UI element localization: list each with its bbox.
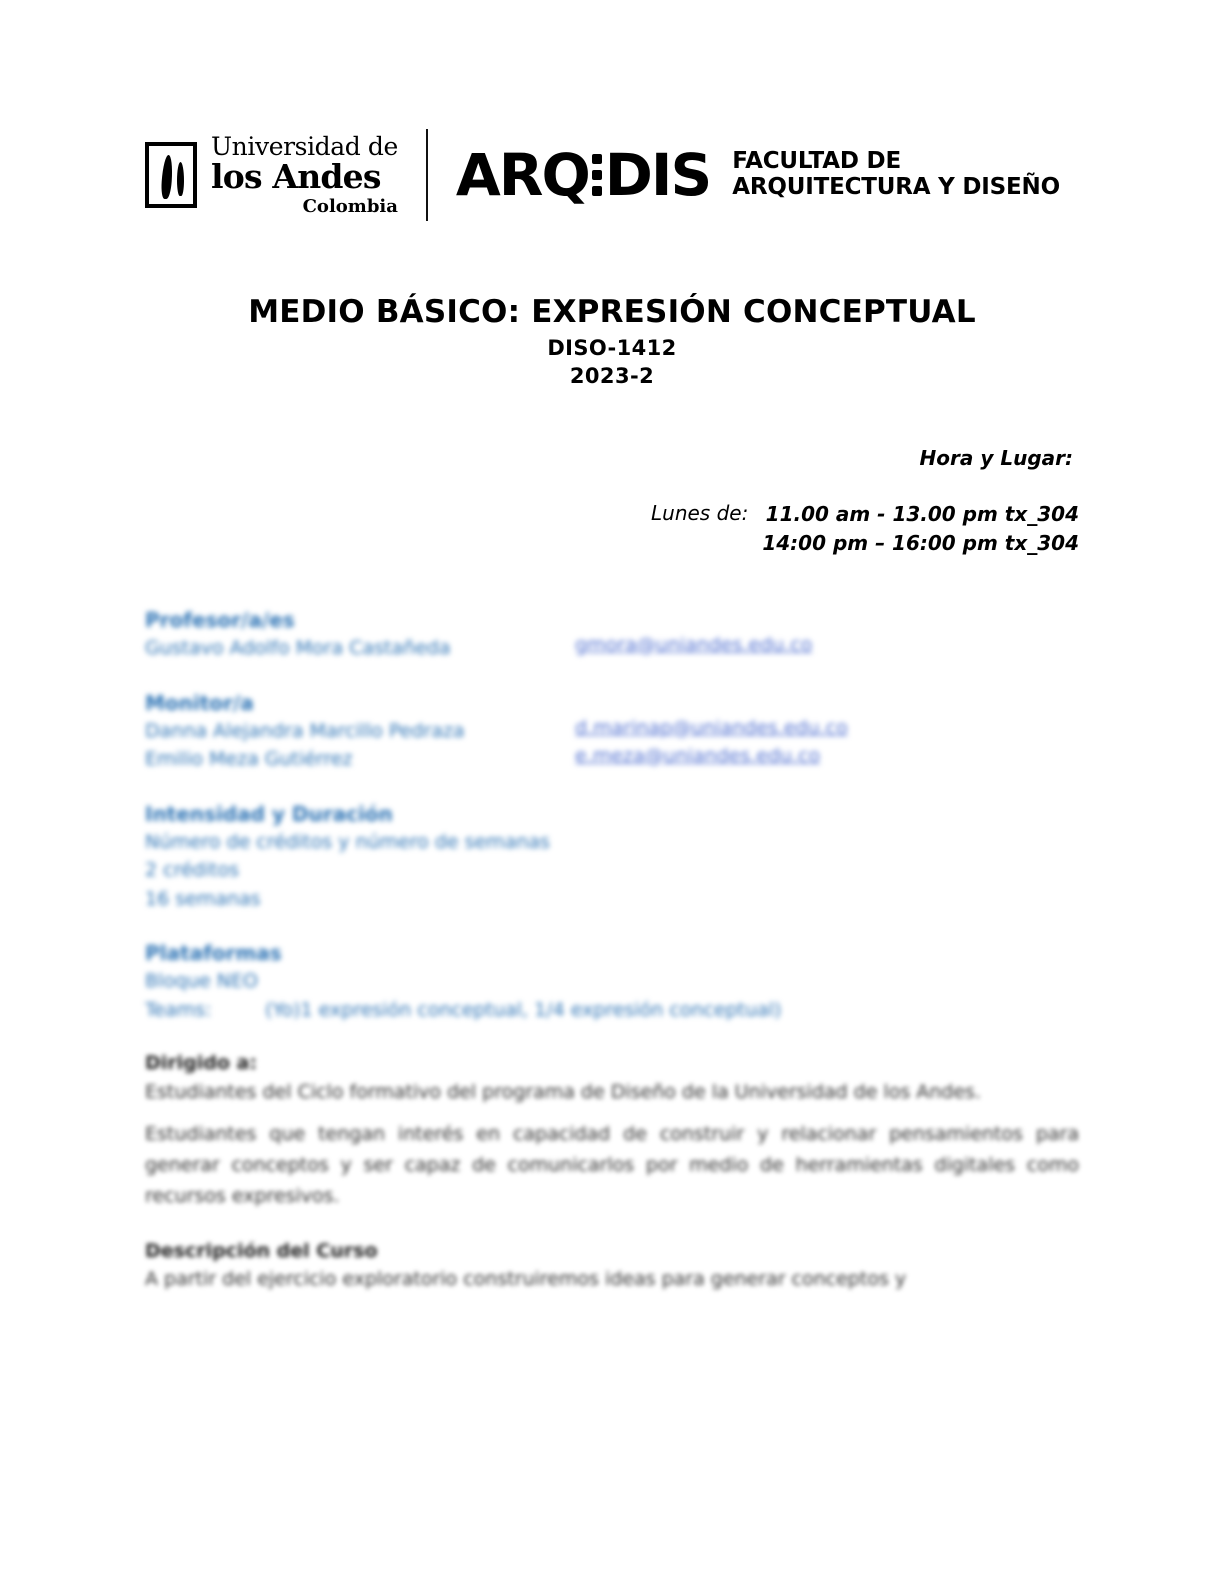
monitor-email-1[interactable]: d.marinap@uniandes.edu.co xyxy=(575,716,848,739)
schedule-times xyxy=(762,500,1079,558)
uniandes-logo xyxy=(145,131,398,217)
uniandes-line1: Universidad de xyxy=(211,131,398,161)
faculty-name xyxy=(732,149,1060,201)
arqdis-dots-icon xyxy=(592,152,602,198)
schedule-rows xyxy=(145,500,1079,558)
schedule-day-label: Lunes de: xyxy=(651,501,749,525)
faculty-line2: ARQUITECTURA Y DISEÑO xyxy=(732,174,1060,200)
descripcion-paragraph-1: A partir del ejercicio exploratorio construiremos ideas para generar conceptos y xyxy=(145,1268,907,1291)
arqdis-word-dis: DIS xyxy=(604,141,711,209)
arqdis-wordmark xyxy=(455,141,711,209)
profesor-email[interactable]: gmora@uniandes.edu.co xyxy=(575,634,813,656)
course-code: DISO-1412 xyxy=(547,336,677,360)
profesor-row xyxy=(145,634,1079,663)
dirigido-paragraph-1: Estudiantes del Ciclo formativo del programa de Diseño de la Universidad de los Andes. xyxy=(145,1080,981,1103)
arqdis-word-arq: ARQ xyxy=(455,141,589,209)
intensidad-subtitle: Número de créditos y número de semanas xyxy=(145,830,550,853)
course-term: 2023-2 xyxy=(569,364,655,388)
document-body xyxy=(145,606,1079,1295)
intensidad-heading: Intensidad y Duración xyxy=(145,801,393,826)
profesor-name: Gustavo Adolfo Mora Castañeda xyxy=(145,637,451,659)
section-plataformas xyxy=(145,939,1079,1024)
uniandes-line2: los Andes xyxy=(211,157,381,197)
schedule-heading: Hora y Lugar: xyxy=(919,446,1073,470)
dirigido-paragraph-2: Estudiantes que tengan interés en capacidad de construir y relacionar pensamientos para generar conceptos y ser capaz de comunicarlos por medio de herramientas digitales como recursos expresivos. xyxy=(145,1123,1079,1207)
document-header xyxy=(145,120,1079,230)
intensidad-creditos: 2 créditos xyxy=(145,859,239,881)
monitor-name-1: Danna Alejandra Marcillo Pedraza xyxy=(145,719,465,742)
section-profesor xyxy=(145,606,1079,663)
schedule-block xyxy=(145,446,1079,558)
intensidad-semanas: 16 semanas xyxy=(145,887,261,910)
monitor-heading: Monitor/a xyxy=(145,690,254,715)
monitor-email-2[interactable]: e.meza@uniandes.edu.co xyxy=(575,745,821,767)
plataformas-tags-value: (Yo)1 expresión conceptual, 1/4 expresión conceptual) xyxy=(265,998,782,1021)
uniandes-wordmark xyxy=(211,131,398,217)
page-title: MEDIO BÁSICO: EXPRESIÓN CONCEPTUAL xyxy=(248,294,976,330)
section-monitor xyxy=(145,689,1079,774)
arqdis-logo xyxy=(455,141,1060,209)
descripcion-heading: Descripción del Curso xyxy=(145,1239,378,1262)
uniandes-line3: Colombia xyxy=(302,195,398,217)
plataformas-tags-label: Teams: xyxy=(145,998,212,1021)
header-divider xyxy=(426,129,428,221)
schedule-time-2: 14:00 pm – 16:00 pm tx_304 xyxy=(762,531,1079,555)
section-intensidad xyxy=(145,800,1079,914)
profesor-heading: Profesor/a/es xyxy=(145,608,295,632)
plataformas-tags-row xyxy=(145,996,1079,1025)
monitor-row-2 xyxy=(145,745,1079,774)
faculty-line1: FACULTAD DE xyxy=(732,148,901,175)
plataformas-heading: Plataformas xyxy=(145,941,282,965)
monitor-row-1 xyxy=(145,717,1079,746)
section-dirigido xyxy=(145,1050,1079,1212)
uniandes-shield-icon xyxy=(145,142,197,208)
monitor-name-2: Emilio Meza Gutiérrez xyxy=(145,748,353,770)
dirigido-heading: Dirigido a: xyxy=(145,1052,257,1074)
plataformas-platform: Bloque NEO xyxy=(145,970,258,992)
schedule-time-1: 11.00 am - 13.00 pm tx_304 xyxy=(765,502,1079,526)
title-block xyxy=(145,294,1079,388)
section-descripcion xyxy=(145,1238,1079,1295)
